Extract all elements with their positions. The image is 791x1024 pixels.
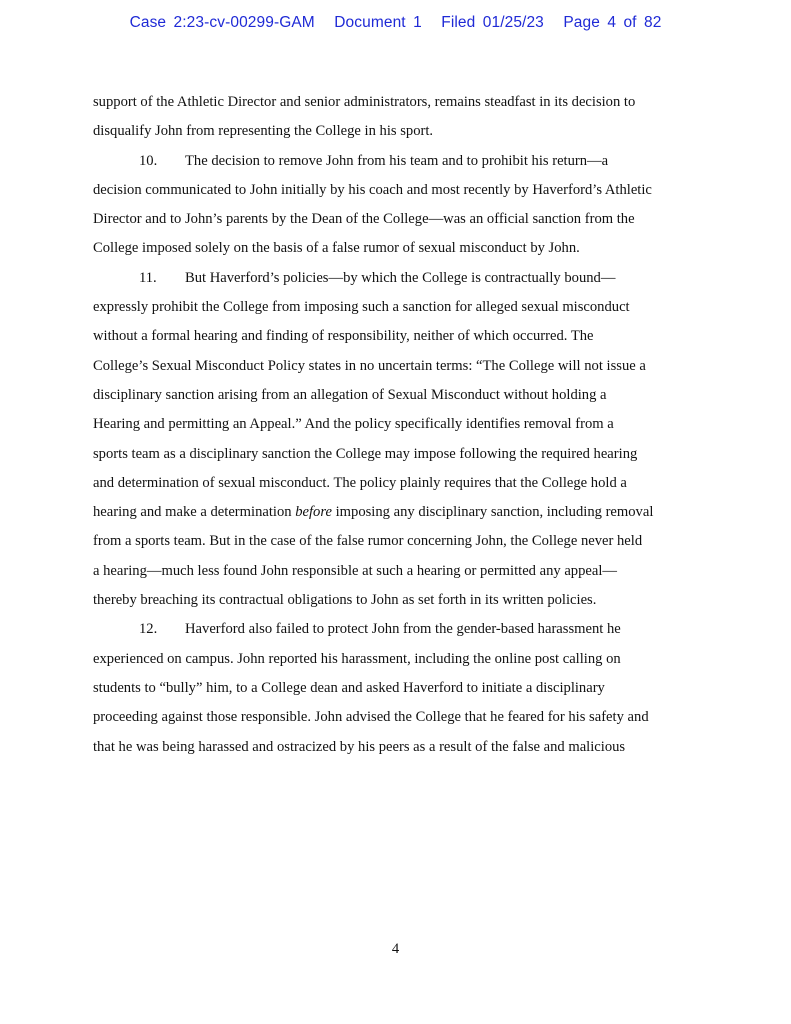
body-line: from a sports team. But in the case of the false rumor concerning John, the College never held xyxy=(93,533,643,550)
body-line: thereby breaching its contractual obligations to John as set forth in its written policies. xyxy=(93,592,597,609)
case-header xyxy=(0,14,791,32)
body-line: disqualify John from representing the College in his sport. xyxy=(93,123,434,140)
filed-date: Filed 01/25/23 xyxy=(441,14,544,31)
document-number: Document 1 xyxy=(334,14,422,31)
body-line: expressly prohibit the College from imposing such a sanction for alleged sexual misconduct xyxy=(93,299,630,316)
body-line: Director and to John’s parents by the Dean of the College—was an official sanction from the xyxy=(93,211,635,228)
body-line: sports team as a disciplinary sanction the College may impose following the required hearing xyxy=(93,445,638,462)
document-body xyxy=(93,88,699,762)
body-text-fragment: hearing and make a determination xyxy=(93,504,296,521)
body-line: that he was being harassed and ostracized by his peers as a result of the false and malicious xyxy=(93,738,626,755)
body-line: without a formal hearing and finding of responsibility, neither of which occurred. The xyxy=(93,328,594,345)
paragraph-11-start xyxy=(93,264,699,293)
paragraph-number: 11. xyxy=(139,269,157,286)
body-line: and determination of sexual misconduct. The policy plainly requires that the College hold a xyxy=(93,474,627,491)
body-line: Haverford also failed to protect John from the gender-based harassment he xyxy=(185,621,621,638)
paragraph-number: 12. xyxy=(139,621,158,638)
page-number: 4 xyxy=(391,941,400,957)
body-line: College imposed solely on the basis of a false rumor of sexual misconduct by John. xyxy=(93,240,580,257)
body-line: College’s Sexual Misconduct Policy states in no uncertain terms: “The College will not issue a xyxy=(93,357,646,374)
body-line: Hearing and permitting an Appeal.” And the policy specifically identifies removal from a xyxy=(93,416,614,433)
body-line: students to “bully” him, to a College dean and asked Haverford to initiate a disciplinary xyxy=(93,679,605,696)
body-line-with-emphasis xyxy=(93,498,699,527)
body-line: decision communicated to John initially by his coach and most recently by Haverford’s Athletic xyxy=(93,181,652,198)
body-text-fragment: imposing any disciplinary sanction, including removal xyxy=(331,504,654,521)
body-line: The decision to remove John from his team and to prohibit his return—a xyxy=(185,152,609,169)
body-line: proceeding against those responsible. John advised the College that he feared for his safety and xyxy=(93,709,649,726)
case-number: Case 2:23-cv-00299-GAM xyxy=(129,14,315,31)
body-line: disciplinary sanction arising from an allegation of Sexual Misconduct without holding a xyxy=(93,386,607,403)
paragraph-12-start xyxy=(93,615,699,644)
body-line: experienced on campus. John reported his harassment, including the online post calling on xyxy=(93,650,621,667)
body-line: support of the Athletic Director and senior administrators, remains steadfast in its decision to xyxy=(93,94,636,110)
paragraph-number: 10. xyxy=(139,152,158,169)
body-line: a hearing—much less found John responsible at such a hearing or permitted any appeal— xyxy=(93,562,618,579)
page-of-total: Page 4 of 82 xyxy=(563,14,662,31)
body-line: But Haverford’s policies—by which the College is contractually bound— xyxy=(185,269,616,286)
paragraph-10-start xyxy=(93,147,699,176)
emphasized-word: before xyxy=(295,504,332,521)
